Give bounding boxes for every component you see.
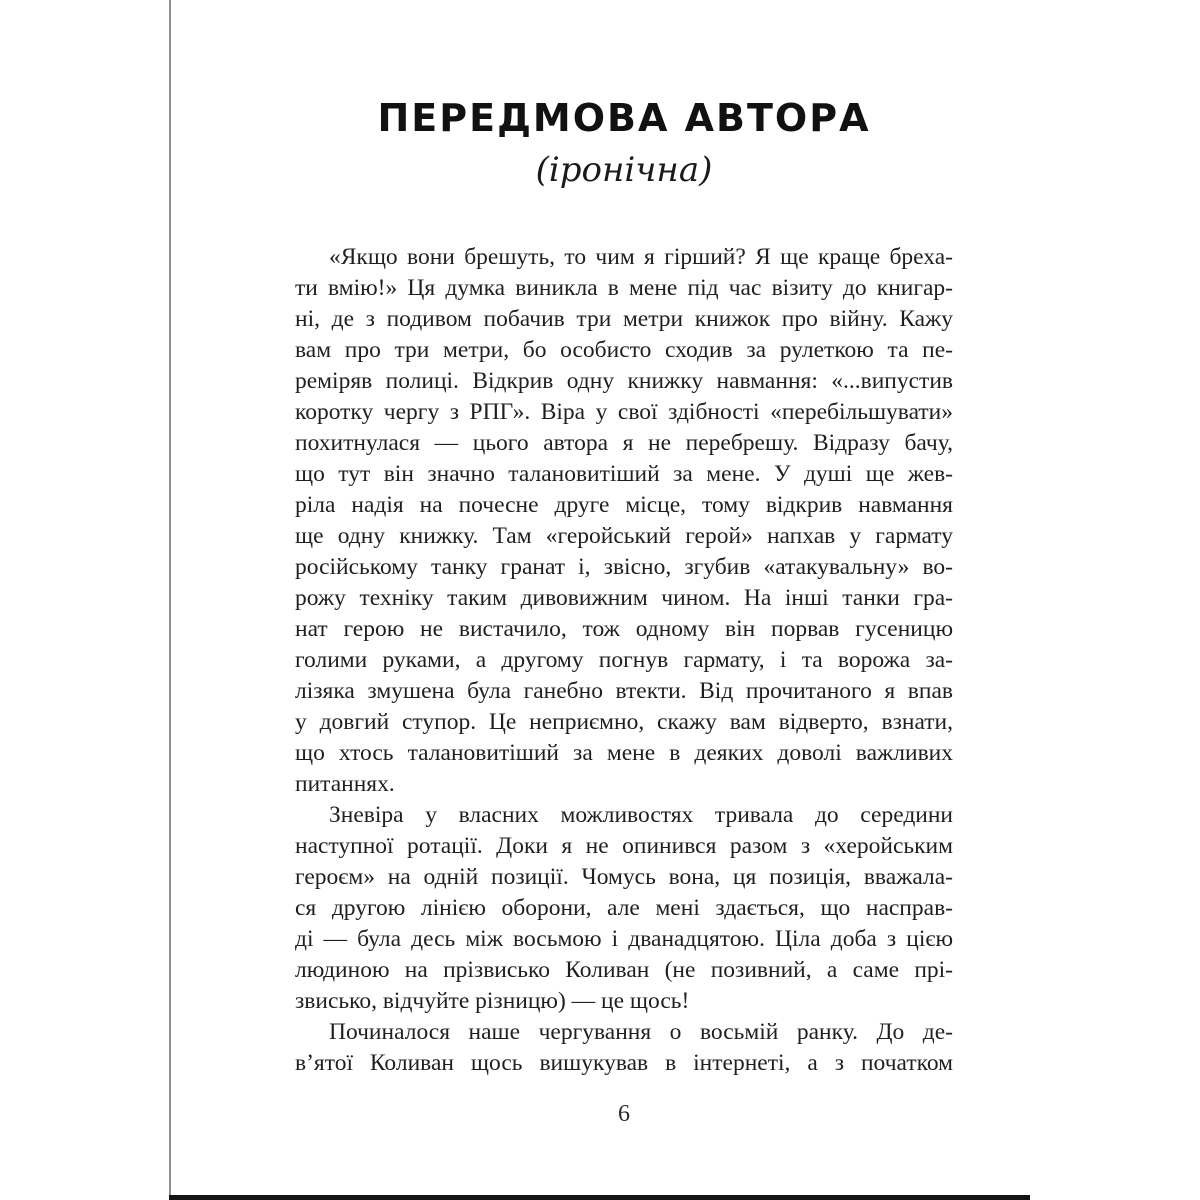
text-line: нат герою не вистачило, тож одному він порвав гусеницю [295,616,953,642]
text-line: ще одну книжку. Там «геройський герой» напхав у гармату [295,523,953,549]
text-line: що хтось талановитіший за мене в деяких доволі важливих [295,740,953,766]
text-line: у довгий ступор. Це неприємно, скажу вам відверто, взнати, [295,709,953,735]
text-line: ся другою лінією оборони, але мені здається, що насправ- [295,895,953,921]
text-line: Починалося наше чергування о восьмій ранку. До де- [329,1019,953,1045]
paragraph [295,242,953,800]
text-line: «Якщо вони брешуть, то чим я гірший? Я ще краще бреха- [329,244,953,270]
text-line: ріла надія на почесне друге місце, тому відкрив навмання [295,492,953,518]
page-left-border [169,0,171,1200]
body-text [295,242,953,1079]
text-line: похитнулася — цього автора я не перебрешу. Відразу бачу, [295,430,953,456]
text-line: лізяка змушена була ганебно втекти. Від прочитаного я впав [295,678,953,704]
text-line: вам про три метри, бо особисто сходив за рулеткою та пе- [295,337,953,363]
page-content [295,0,953,1200]
text-line: в’ятої Коливан щось вишукував в інтернеті, а з початком [295,1050,953,1076]
text-line: російському танку гранат і, звісно, згубив «атакувальну» во- [295,554,953,580]
page-number: 6 [618,1101,630,1127]
text-line: Зневіра у власних можливостях тривала до середини [329,802,953,828]
text-line: коротку чергу з РПГ». Віра у свої здібності «перебільшувати» [295,399,953,425]
text-line: наступної ротації. Доки я не опинився разом з «херойським [295,833,953,859]
paragraph [295,1017,953,1079]
text-line: реміряв полиці. Відкрив одну книжку навмання: «...випустив [295,368,953,394]
text-line: людиною на прізвисько Коливан (не позивний, а саме прі- [295,957,953,983]
text-line: ді — була десь між восьмою і дванадцятою. Ціла доба з цією [295,926,953,952]
text-line: героєм» на одній позиції. Чомусь вона, ця позиція, вважала- [295,864,953,890]
chapter-subtitle: (іронічна) [535,150,713,190]
text-line: звисько, відчуйте різницю) — це щось! [295,988,690,1014]
text-line: ти вмію!» Ця думка виникла в мене під час візиту до книгар- [295,275,953,301]
text-line: рожу техніку таким дивовижним чином. На інші танки гра- [295,585,953,611]
text-line: голими руками, а другому погнув гармату, і та ворожа за- [295,647,953,673]
paragraph [295,800,953,1017]
text-line: що тут він значно талановитіший за мене. У душі ще жев- [295,461,953,487]
chapter-title: ПЕРЕДМОВА АВТОРА [377,96,871,140]
text-line: ні, де з подивом побачив три метри книжок про війну. Кажу [295,306,953,332]
text-line: питаннях. [295,771,395,797]
